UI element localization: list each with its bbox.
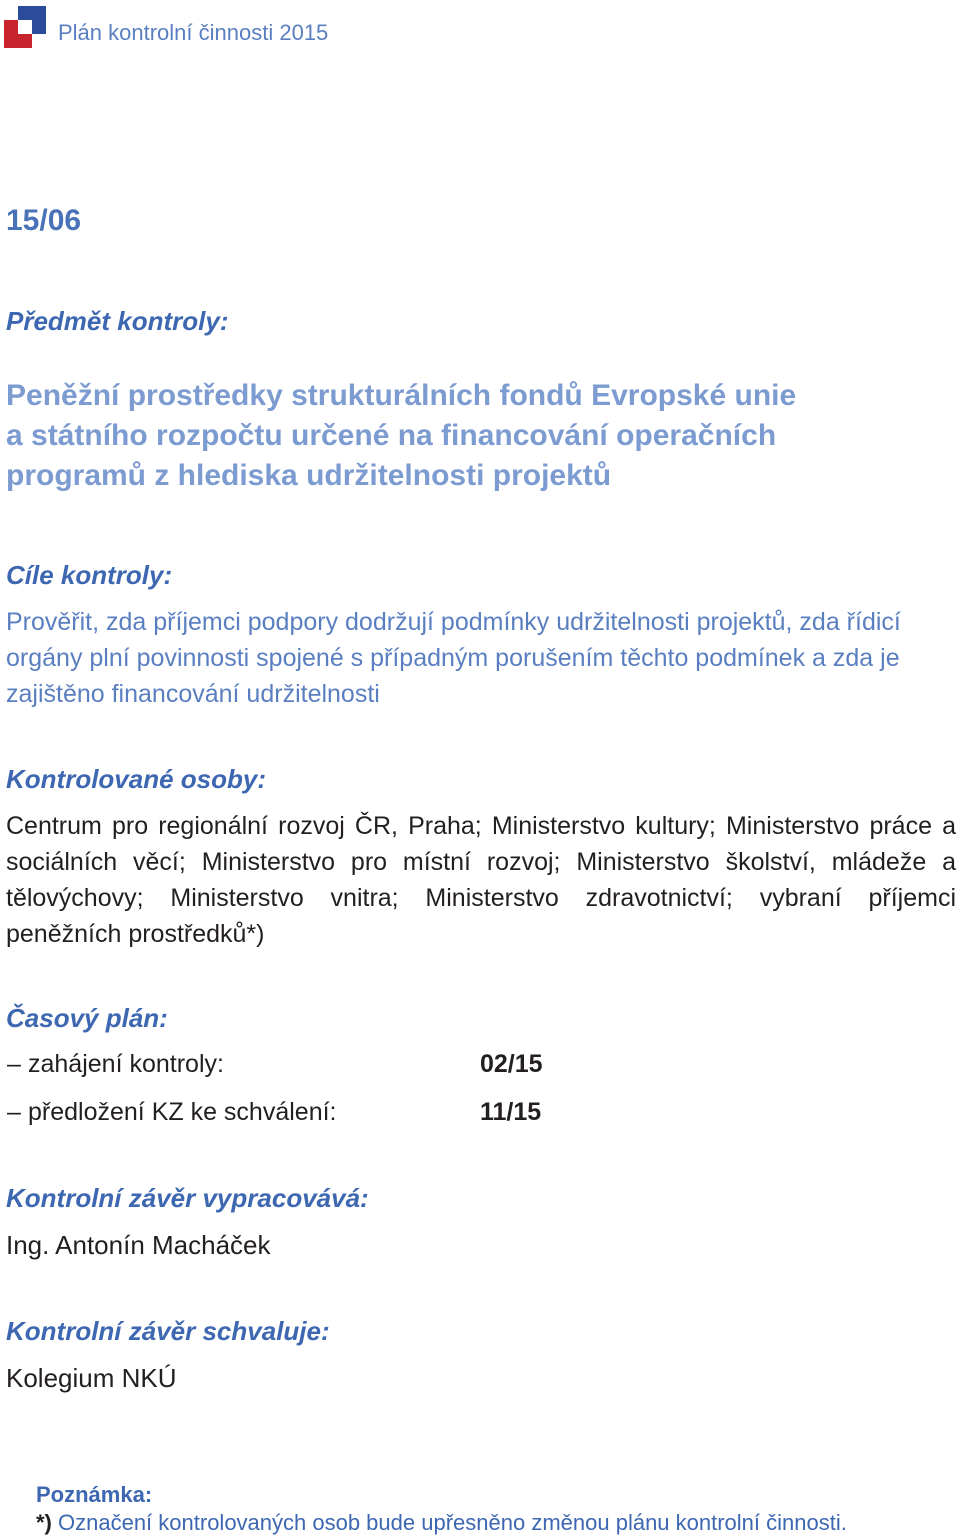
approved-by-label: Kontrolní závěr schvaluje:: [6, 1316, 330, 1346]
subject-line: a státního rozpočtu určené na financování operačních: [6, 419, 777, 452]
schedule-label: Časový plán:: [6, 1003, 168, 1033]
schedule-row-label: zahájení kontroly:: [28, 1050, 224, 1078]
note-label: Poznámka:: [36, 1482, 153, 1507]
approved-by-name: Kolegium NKÚ: [6, 1363, 177, 1393]
subject-label: Předmět kontroly:: [6, 306, 229, 336]
persons-label: Kontrolované osoby:: [6, 764, 267, 794]
prepared-by-label: Kontrolní závěr vypracovává:: [6, 1183, 369, 1213]
subject-line: programů z hlediska udržitelnosti projektů: [6, 459, 612, 492]
prepared-by-name: Ing. Antonín Macháček: [6, 1230, 271, 1260]
header-title: Plán kontrolní činnosti 2015: [58, 20, 329, 45]
schedule-row-submission: [6, 1098, 606, 1132]
subject-line: Peněžní prostředky strukturálních fondů Evropské unie: [6, 379, 797, 412]
goals-label: Cíle kontroly:: [6, 560, 173, 590]
schedule-row-value: 11/15: [480, 1098, 542, 1126]
note-text: [36, 1510, 847, 1536]
page-header: [4, 6, 604, 50]
dash: –: [7, 1098, 21, 1126]
goals-text: Prověřit, zda příjemci podpory dodržují podmínky udržitelnosti projektů, zda řídicí orgány plní povinnosti spojené s případným porušením těchto podmínek a zda je zajištěno financování udržitelnosti: [6, 608, 901, 708]
note-footnote-mark: *): [36, 1510, 52, 1535]
persons-text: Centrum pro regionální rozvoj ČR, Praha; Ministerstvo kultury; Ministerstvo práce a sociálních věcí; Ministerstvo pro místní rozvoj; Ministerstvo školství, mládeže a tělovýchovy; Ministerstvo vnitra; Ministerstvo zdravotnictví; vybraní příjemci peněžních prostředků*): [6, 812, 956, 948]
schedule-row-value: 02/15: [480, 1050, 543, 1078]
schedule-row-start: [6, 1050, 606, 1084]
dash: –: [7, 1050, 21, 1078]
note-body: Označení kontrolovaných osob bude upřesněno změnou plánu kontrolní činnosti.: [51, 1510, 847, 1535]
schedule-row-label: předložení KZ ke schválení:: [28, 1098, 337, 1126]
subject-text: [6, 376, 946, 496]
document-number: 15/06: [6, 204, 82, 237]
nku-logo-icon: [4, 6, 46, 48]
